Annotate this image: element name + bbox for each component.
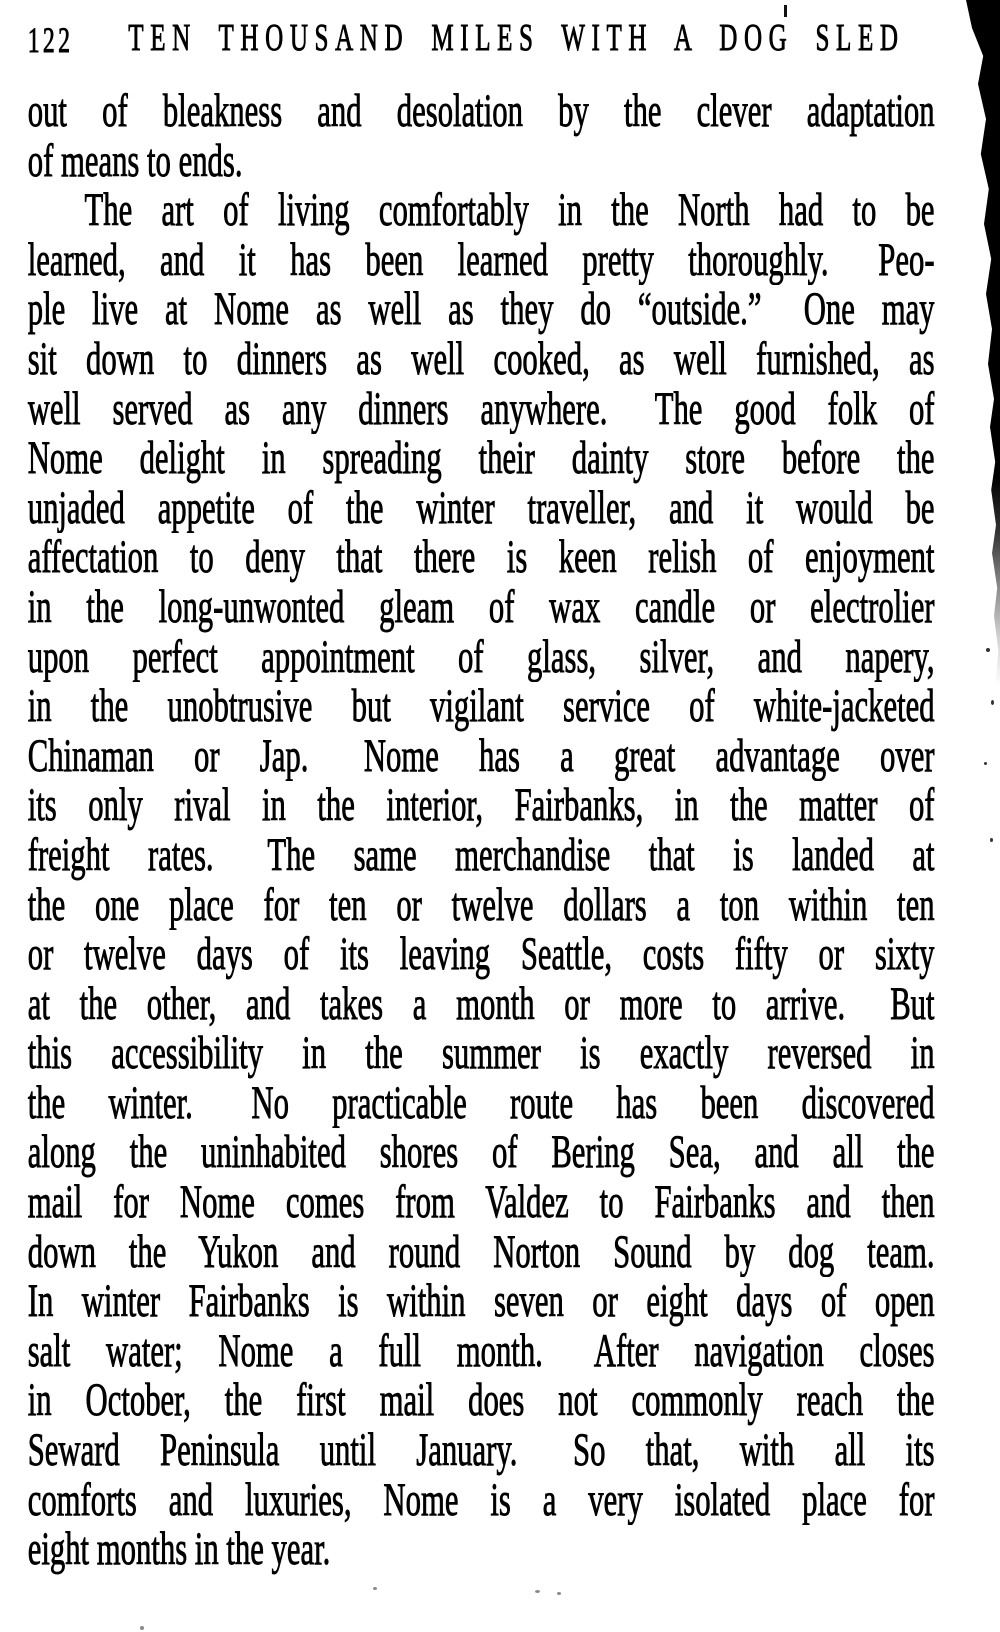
scan-mark — [784, 5, 787, 17]
text-line: in the unobtrusive but vigilant service of white-jacketed — [27, 682, 935, 732]
body-text — [28, 87, 935, 1575]
text-line: at the other, and takes a month or more to arrive. But — [27, 979, 935, 1030]
scan-speck — [557, 1592, 561, 1595]
text-line: down the Yukon and round Norton Sound by dog team. — [27, 1227, 935, 1278]
text-line: salt water; Nome a full month. After navigation closes — [27, 1326, 935, 1377]
text-line: In winter Fairbanks is within seven or eight days of open — [27, 1277, 935, 1327]
scan-speck — [373, 1587, 377, 1590]
text-line: Chinaman or Jap. Nome has a great advantage over — [27, 731, 935, 782]
scan-speck — [984, 762, 987, 765]
text-line: of means to ends. — [27, 136, 243, 187]
scan-speck — [991, 700, 994, 705]
text-line: comforts and luxuries, Nome is a very isolated place for — [27, 1475, 935, 1526]
running-header — [0, 16, 1000, 60]
page-number: 122 — [27, 20, 74, 60]
scan-speck — [990, 838, 993, 842]
text-line: in October, the first mail does not commonly reach the — [27, 1376, 935, 1427]
text-line: its only rival in the interior, Fairbanks, in the matter of — [27, 781, 935, 831]
text-line: well served as any dinners anywhere. The good folk of — [27, 384, 935, 435]
text-line: The art of living comfortably in the North had to be — [84, 186, 935, 236]
text-line: this accessibility in the summer is exactly reversed in — [27, 1029, 935, 1079]
running-title: TEN THOUSAND MILES WITH A DOG SLED — [128, 17, 905, 59]
text-line: out of bleakness and desolation by the clever adaptation — [27, 87, 935, 137]
text-line: eight months in the year. — [27, 1525, 331, 1575]
text-line: affectation to deny that there is keen relish of enjoyment — [27, 533, 935, 583]
scan-speck — [986, 648, 990, 652]
text-line: ple live at Nome as well as they do “outside.” One may — [27, 285, 935, 335]
scan-speck — [140, 1626, 144, 1630]
scan-speck — [535, 1590, 540, 1593]
text-line: sit down to dinners as well cooked, as well furnished, as — [27, 334, 935, 385]
text-line: freight rates. The same merchandise that is landed at — [27, 830, 935, 881]
text-line: Nome delight in spreading their dainty store before the — [27, 434, 935, 484]
text-line: in the long-unwonted gleam of wax candle or electrolier — [27, 582, 935, 633]
text-line: mail for Nome comes from Valdez to Fairbanks and then — [27, 1178, 935, 1228]
text-line: Seward Peninsula until January. So that, with all its — [27, 1426, 935, 1476]
text-line: the winter. No practicable route has been discovered — [27, 1078, 935, 1129]
text-line: learned, and it has been learned pretty thoroughly. Peo- — [27, 235, 935, 286]
text-line: along the uninhabited shores of Bering Sea, and all the — [27, 1128, 935, 1179]
text-line: the one place for ten or twelve dollars a ton within ten — [27, 880, 935, 931]
text-line: or twelve days of its leaving Seattle, costs fifty or sixty — [27, 930, 935, 980]
text-line: unjaded appetite of the winter traveller, and it would be — [27, 483, 935, 534]
text-line: upon perfect appointment of glass, silver, and napery, — [27, 632, 935, 683]
